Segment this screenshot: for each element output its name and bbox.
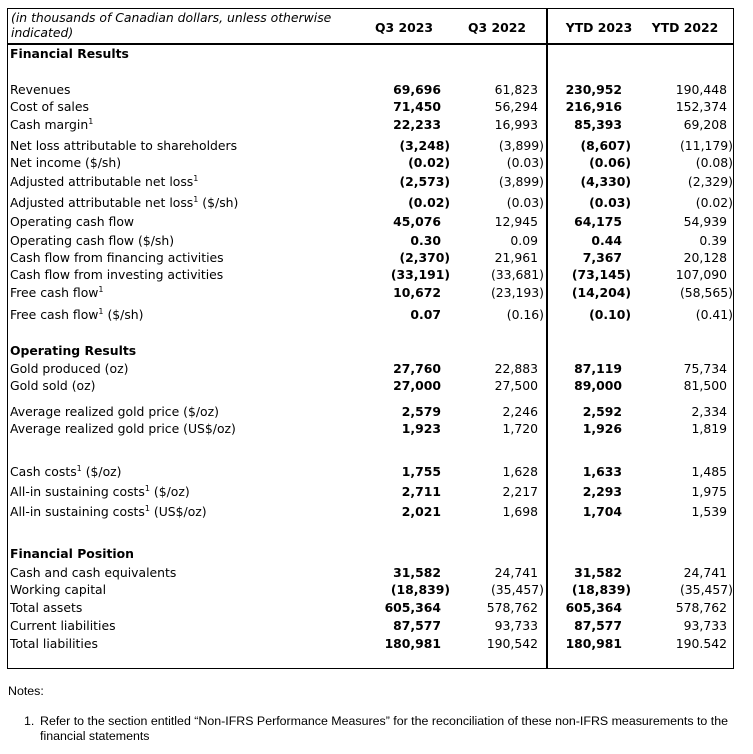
cell-q3-2023: 2,579 — [401, 404, 441, 419]
financial-summary-table — [7, 8, 734, 669]
footnote-marker: 1 — [193, 174, 199, 183]
row-label — [10, 504, 207, 519]
cell-ytd-2022: 190,448 — [675, 82, 727, 97]
cell-q3-2022: 1,720 — [502, 421, 538, 436]
cell-ytd-2023: 180,981 — [565, 636, 622, 651]
cell-ytd-2022: 107,090 — [675, 267, 727, 282]
cell-ytd-2022: (0.02) — [695, 195, 733, 210]
row-label-text: Free cash flow — [10, 307, 99, 322]
cell-ytd-2022: 578,762 — [675, 600, 727, 615]
row-label — [10, 378, 95, 393]
table-row — [8, 233, 733, 250]
column-header-q3-2023: Q3 2023 — [375, 20, 433, 35]
cell-ytd-2023: 2,293 — [582, 484, 622, 499]
cell-ytd-2023: 1,633 — [582, 464, 622, 479]
cell-ytd-2023: (8,607) — [580, 138, 631, 153]
row-label-text: Operating cash flow — [10, 214, 135, 229]
section-title-text: Financial Position — [10, 546, 134, 561]
table-row — [8, 464, 733, 481]
cell-ytd-2023: 1,704 — [582, 504, 622, 519]
row-label-text: Cash flow from financing activities — [10, 250, 224, 265]
cell-ytd-2023: 230,952 — [565, 82, 622, 97]
table-row — [8, 600, 733, 617]
cell-ytd-2022: 1,819 — [691, 421, 727, 436]
row-label — [10, 267, 223, 282]
cell-ytd-2023: 64,175 — [574, 214, 622, 229]
row-label — [10, 82, 70, 97]
table-row — [8, 504, 733, 521]
table-row — [8, 99, 733, 116]
cell-q3-2023: 0.07 — [410, 307, 441, 322]
table-row — [8, 250, 733, 267]
cell-ytd-2023: 1,926 — [582, 421, 622, 436]
row-label-text: All-in sustaining costs — [10, 504, 145, 519]
cell-ytd-2022: 190.542 — [675, 636, 727, 651]
cell-q3-2022: (0.03) — [506, 155, 544, 170]
cell-ytd-2023: (0.06) — [589, 155, 631, 170]
cell-q3-2022: (23,193) — [490, 285, 544, 300]
cell-q3-2022: (33,681) — [490, 267, 544, 282]
cell-q3-2023: 180,981 — [384, 636, 441, 651]
section-title-text: Operating Results — [10, 343, 137, 358]
section-title — [8, 343, 733, 360]
row-label-text: Net income ($/sh) — [10, 155, 122, 170]
row-label-suffix: ($/oz) — [81, 464, 122, 479]
table-row — [8, 195, 733, 212]
row-label — [10, 404, 219, 419]
table-row — [8, 155, 733, 172]
cell-ytd-2022: 0.39 — [699, 233, 727, 248]
row-label-text: All-in sustaining costs — [10, 484, 145, 499]
cell-ytd-2023: 2,592 — [582, 404, 622, 419]
cell-ytd-2023: (18,839) — [571, 582, 631, 597]
cell-q3-2023: (2,573) — [399, 174, 450, 189]
row-label-text: Operating cash flow ($/sh) — [10, 233, 175, 248]
column-header-q3-2022: Q3 2022 — [468, 20, 526, 35]
table-row — [8, 618, 733, 635]
cell-ytd-2023: 7,367 — [582, 250, 622, 265]
table-row — [8, 138, 733, 155]
cell-ytd-2023: 85,393 — [574, 117, 622, 132]
footnote-marker: 1 — [193, 195, 199, 204]
cell-q3-2022: 24,741 — [494, 565, 538, 580]
table-row — [8, 378, 733, 395]
cell-q3-2022: 93,733 — [494, 618, 538, 633]
row-label-text: Revenues — [10, 82, 71, 97]
table-row — [8, 307, 733, 324]
cell-ytd-2022: 1,539 — [691, 504, 727, 519]
row-label — [10, 565, 176, 580]
cell-ytd-2022: (58,565) — [679, 285, 733, 300]
row-label-text: Working capital — [10, 582, 107, 597]
table-row — [8, 82, 733, 99]
row-label-text: Cash and cash equivalents — [10, 565, 177, 580]
cell-ytd-2023: (0.10) — [589, 307, 631, 322]
note-number: 1. — [24, 714, 35, 728]
cell-q3-2022: (3,899) — [498, 138, 544, 153]
notes-heading: Notes: — [8, 684, 44, 698]
cell-ytd-2022: 54,939 — [683, 214, 727, 229]
table-row — [8, 117, 733, 134]
row-label-text: Cash margin — [10, 117, 89, 132]
table-row — [8, 174, 733, 191]
cell-q3-2023: 71,450 — [393, 99, 441, 114]
cell-q3-2023: 605,364 — [384, 600, 441, 615]
cell-q3-2023: (2,370) — [399, 250, 450, 265]
row-label — [10, 99, 89, 114]
row-label-text: Average realized gold price ($/oz) — [10, 404, 219, 419]
cell-ytd-2022: 93,733 — [683, 618, 727, 633]
table-row — [8, 361, 733, 378]
cell-ytd-2023: (4,330) — [580, 174, 631, 189]
table-row — [8, 636, 733, 653]
row-label-text: Adjusted attributable net loss — [10, 195, 194, 210]
cell-ytd-2022: (35,457) — [679, 582, 733, 597]
cell-q3-2023: (0.02) — [408, 195, 450, 210]
column-header-ytd-2023: YTD 2023 — [565, 20, 633, 35]
cell-q3-2023: 0.30 — [410, 233, 441, 248]
cell-q3-2023: 27,760 — [393, 361, 441, 376]
unit-note: (in thousands of Canadian dollars, unless otherwise indicated) — [11, 10, 332, 40]
row-label — [10, 421, 236, 436]
row-label-text: Cash costs — [10, 464, 77, 479]
row-label — [10, 361, 128, 376]
row-label — [10, 214, 134, 229]
row-label — [10, 618, 116, 633]
cell-q3-2022: (3,899) — [498, 174, 544, 189]
cell-q3-2022: 12,945 — [494, 214, 538, 229]
cell-q3-2023: 45,076 — [393, 214, 441, 229]
row-label — [10, 464, 122, 479]
row-label — [10, 582, 106, 597]
cell-q3-2023: 69,696 — [393, 82, 441, 97]
cell-q3-2023: 22,233 — [393, 117, 441, 132]
row-label — [10, 195, 238, 210]
footnote-marker: 1 — [144, 504, 150, 513]
cell-q3-2023: (33,191) — [390, 267, 450, 282]
table-row — [8, 214, 733, 231]
cell-ytd-2022: 1,485 — [691, 464, 727, 479]
row-label — [10, 285, 104, 300]
row-label-suffix: ($/oz) — [149, 484, 190, 499]
cell-q3-2023: 10,672 — [393, 285, 441, 300]
row-label — [10, 636, 98, 651]
row-label-text: Free cash flow — [10, 285, 99, 300]
cell-ytd-2022: (11,179) — [679, 138, 733, 153]
cell-q3-2022: 1,628 — [502, 464, 538, 479]
table-row — [8, 267, 733, 284]
row-label-text: Net loss attributable to shareholders — [10, 138, 238, 153]
row-label-suffix: (US$/oz) — [149, 504, 207, 519]
cell-q3-2022: (35,457) — [490, 582, 544, 597]
note-text: Refer to the section entitled “Non-IFRS Performance Measures” for the reconciliation of these non-IFRS measurements to the financial statements — [40, 714, 728, 743]
row-label — [10, 484, 190, 499]
table-row — [8, 404, 733, 421]
cell-q3-2022: 0.09 — [510, 233, 538, 248]
cell-ytd-2023: (73,145) — [571, 267, 631, 282]
section-title-text: Financial Results — [10, 46, 129, 61]
row-label-text: Total assets — [10, 600, 83, 615]
cell-ytd-2023: (14,204) — [571, 285, 631, 300]
cell-q3-2022: 16,993 — [494, 117, 538, 132]
cell-q3-2022: 27,500 — [494, 378, 538, 393]
table-row — [8, 582, 733, 599]
row-label — [10, 250, 224, 265]
table-row — [8, 565, 733, 582]
cell-ytd-2022: (2,329) — [687, 174, 733, 189]
row-label — [10, 117, 93, 132]
cell-ytd-2023: 605,364 — [565, 600, 622, 615]
cell-q3-2023: 1,923 — [401, 421, 441, 436]
cell-ytd-2023: (0.03) — [589, 195, 631, 210]
row-label — [10, 155, 121, 170]
footnote-marker: 1 — [76, 464, 82, 473]
cell-q3-2023: 2,711 — [401, 484, 441, 499]
cell-q3-2022: 1,698 — [502, 504, 538, 519]
cell-ytd-2022: 24,741 — [683, 565, 727, 580]
notes-section — [8, 684, 728, 743]
row-label-text: Average realized gold price (US$/oz) — [10, 421, 236, 436]
cell-ytd-2022: 81,500 — [683, 378, 727, 393]
row-label-text: Gold sold (oz) — [10, 378, 96, 393]
cell-q3-2023: 27,000 — [393, 378, 441, 393]
row-label-suffix: ($/sh) — [103, 307, 144, 322]
footnote-marker: 1 — [88, 117, 94, 126]
cell-q3-2022: 190,542 — [486, 636, 538, 651]
cell-ytd-2023: 31,582 — [574, 565, 622, 580]
row-label-text: Current liabilities — [10, 618, 116, 633]
row-label-text: Cash flow from investing activities — [10, 267, 224, 282]
cell-q3-2022: 2,217 — [502, 484, 538, 499]
cell-ytd-2022: (0.41) — [695, 307, 733, 322]
cell-ytd-2022: (0.08) — [695, 155, 733, 170]
cell-ytd-2023: 0.44 — [591, 233, 622, 248]
cell-q3-2023: 2,021 — [401, 504, 441, 519]
cell-q3-2022: (0.03) — [506, 195, 544, 210]
row-label — [10, 233, 174, 248]
section-title — [8, 46, 733, 63]
cell-q3-2022: (0.16) — [506, 307, 544, 322]
table-row — [8, 285, 733, 302]
row-label — [10, 307, 143, 322]
footnote-marker: 1 — [98, 307, 104, 316]
column-header-ytd-2022: YTD 2022 — [651, 20, 719, 35]
cell-q3-2022: 21,961 — [494, 250, 538, 265]
cell-q3-2022: 22,883 — [494, 361, 538, 376]
cell-ytd-2022: 69,208 — [683, 117, 727, 132]
cell-ytd-2023: 87,577 — [574, 618, 622, 633]
cell-ytd-2022: 20,128 — [683, 250, 727, 265]
footnote-marker: 1 — [144, 484, 150, 493]
cell-q3-2023: 31,582 — [393, 565, 441, 580]
cell-q3-2023: (3,248) — [399, 138, 450, 153]
cell-q3-2023: (18,839) — [390, 582, 450, 597]
row-label-text: Gold produced (oz) — [10, 361, 129, 376]
cell-ytd-2022: 2,334 — [691, 404, 727, 419]
cell-q3-2023: (0.02) — [408, 155, 450, 170]
cell-ytd-2022: 1,975 — [691, 484, 727, 499]
header-divider — [8, 43, 733, 45]
cell-ytd-2023: 89,000 — [574, 378, 622, 393]
cell-q3-2023: 87,577 — [393, 618, 441, 633]
row-label-text: Total liabilities — [10, 636, 98, 651]
cell-ytd-2023: 87,119 — [574, 361, 622, 376]
cell-q3-2022: 56,294 — [494, 99, 538, 114]
table-row — [8, 421, 733, 438]
cell-ytd-2022: 152,374 — [675, 99, 727, 114]
cell-ytd-2022: 75,734 — [683, 361, 727, 376]
cell-q3-2023: 1,755 — [401, 464, 441, 479]
row-label-text: Adjusted attributable net loss — [10, 174, 194, 189]
cell-q3-2022: 61,823 — [494, 82, 538, 97]
cell-q3-2022: 578,762 — [486, 600, 538, 615]
row-label — [10, 600, 82, 615]
cell-ytd-2023: 216,916 — [565, 99, 622, 114]
row-label — [10, 138, 237, 153]
cell-q3-2022: 2,246 — [502, 404, 538, 419]
section-title — [8, 546, 733, 563]
row-label — [10, 174, 198, 189]
table-row — [8, 484, 733, 501]
row-label-suffix: ($/sh) — [198, 195, 239, 210]
footnote-marker: 1 — [98, 285, 104, 294]
row-label-text: Cost of sales — [10, 99, 89, 114]
